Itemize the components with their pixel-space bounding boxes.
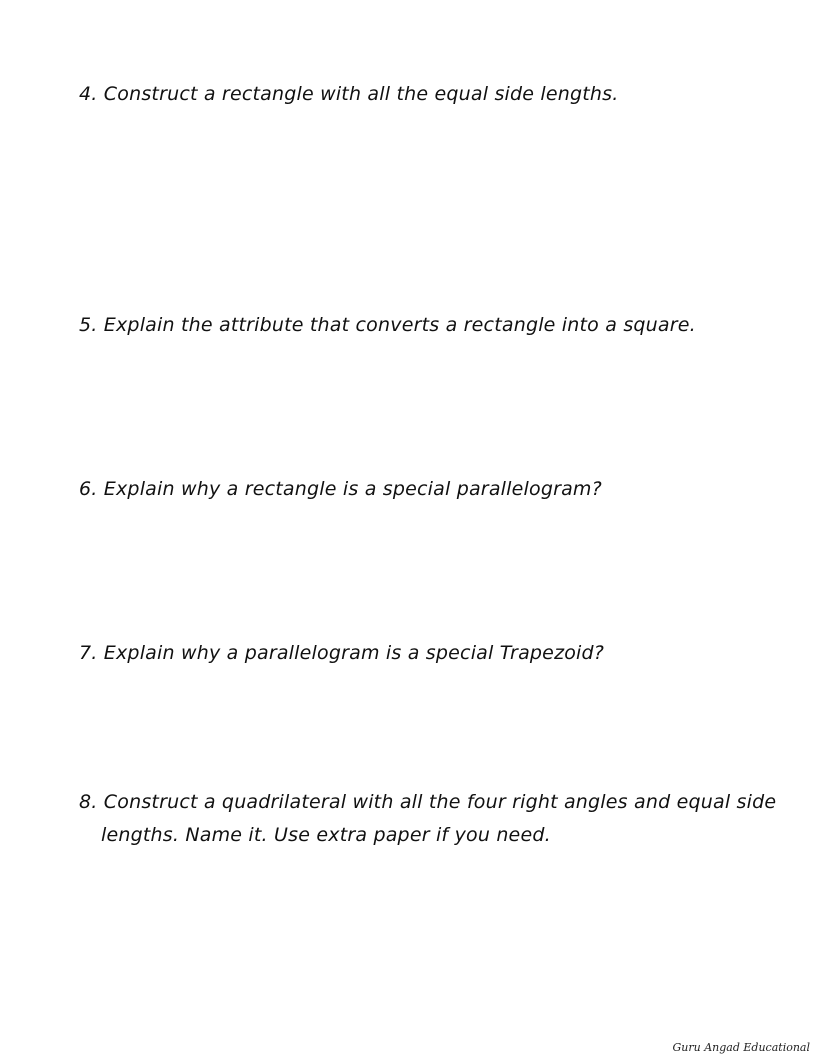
question-5 [79, 309, 779, 342]
question-text: Construct a quadrilateral with all the four right angles and equal side [103, 791, 777, 813]
question-text: Explain the attribute that converts a rectangle into a square. [103, 314, 696, 336]
question-text-continued: lengths. Name it. Use extra paper if you need. [101, 824, 551, 846]
question-number: 4. [79, 83, 98, 105]
question-7 [79, 637, 779, 670]
question-text: Explain why a rectangle is a special parallelogram? [103, 478, 602, 500]
question-text: Explain why a parallelogram is a special Trapezoid? [103, 642, 605, 664]
publisher-footer: Guru Angad Educational [672, 1041, 810, 1054]
question-4 [79, 78, 779, 111]
question-number: 5. [79, 314, 98, 336]
question-number: 6. [79, 478, 98, 500]
question-text: Construct a rectangle with all the equal side lengths. [103, 83, 619, 105]
question-6 [79, 473, 779, 506]
question-number: 7. [79, 642, 98, 664]
question-8 [79, 786, 779, 852]
question-number: 8. [79, 791, 98, 813]
